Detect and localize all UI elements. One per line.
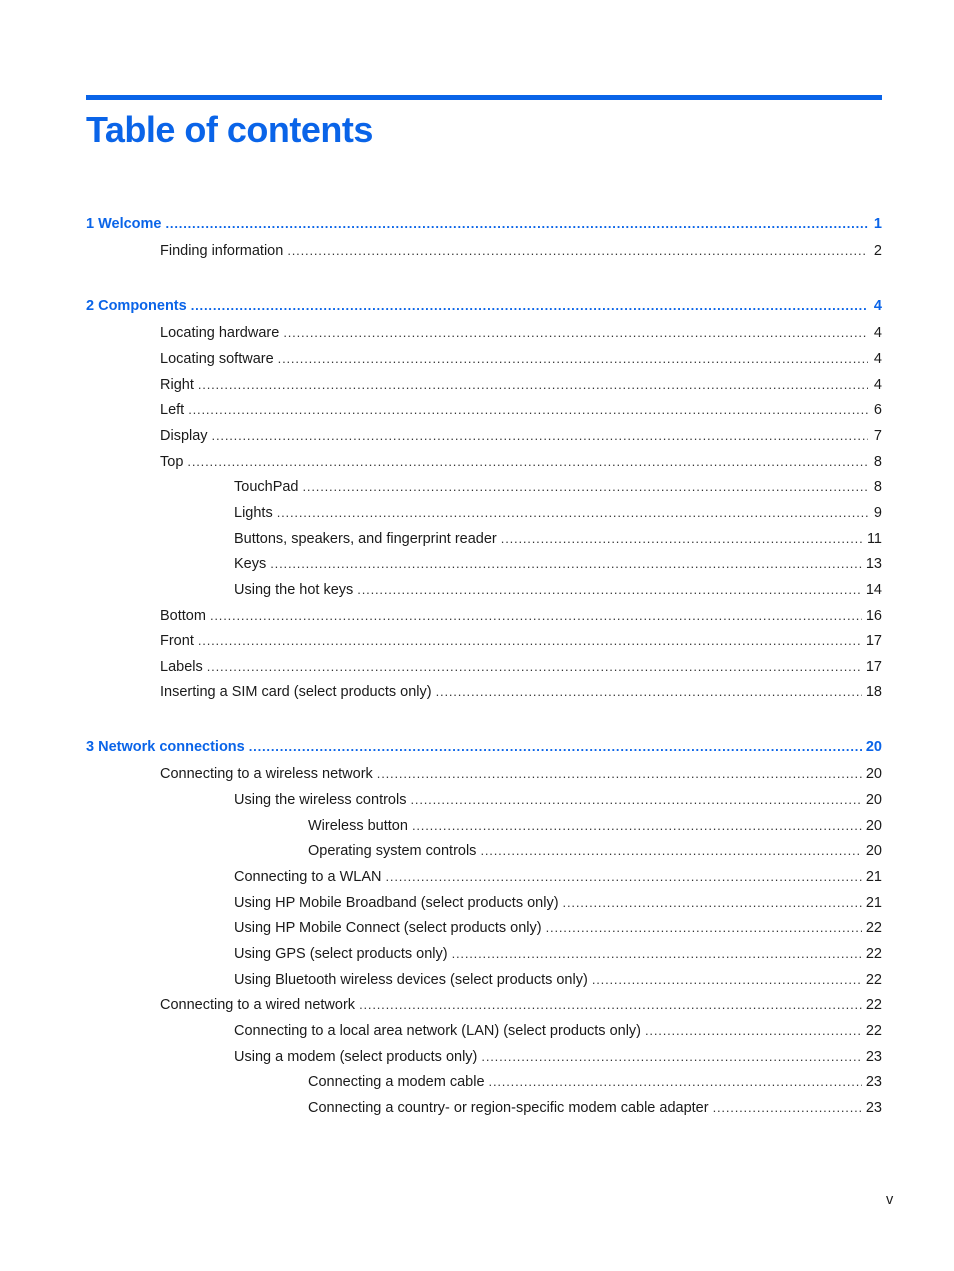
toc-entry-label: Buttons, speakers, and fingerprint reader — [234, 531, 497, 547]
toc-chapter-entry[interactable] — [86, 214, 882, 234]
toc-entry-label: Top — [160, 454, 184, 470]
toc-dot-leader — [563, 893, 862, 913]
toc-entry-page: 20 — [865, 792, 882, 808]
toc-entry-label: Using GPS (select products only) — [234, 946, 448, 962]
toc-entry-label: Connecting to a WLAN — [234, 869, 382, 885]
toc-dot-leader — [377, 764, 862, 784]
toc-entry[interactable] — [160, 349, 882, 369]
toc-entry-label: Using the hot keys — [234, 582, 354, 598]
toc-entry[interactable] — [308, 1098, 882, 1118]
toc-entry-label: Wireless button — [308, 818, 408, 834]
toc-entry-page: 23 — [865, 1049, 882, 1065]
toc-entry[interactable] — [234, 918, 882, 938]
toc-entry-page: 4 — [873, 298, 882, 314]
toc-dot-leader — [198, 375, 868, 395]
toc-entry-page: 9 — [873, 505, 882, 521]
toc-dot-leader — [191, 296, 868, 316]
toc-entry[interactable] — [160, 375, 882, 395]
toc-chapter-entry[interactable] — [86, 737, 882, 757]
toc-entry[interactable] — [234, 970, 882, 990]
toc-entry-page: 14 — [865, 582, 882, 598]
toc-entry[interactable] — [308, 1072, 882, 1092]
toc-dot-leader — [410, 790, 861, 810]
toc-entry-page: 20 — [865, 766, 882, 782]
toc-dot-leader — [278, 349, 868, 369]
toc-entry-page: 4 — [873, 377, 882, 393]
toc-entry-page: 1 — [873, 216, 882, 232]
toc-dot-leader — [386, 867, 862, 887]
toc-entry-label: 3 Network connections — [86, 739, 245, 755]
toc-dot-leader — [501, 529, 863, 549]
toc-dot-leader — [357, 580, 862, 600]
toc-entry[interactable] — [160, 452, 882, 472]
toc-entry-page: 20 — [865, 818, 882, 834]
toc-entry-label: Locating hardware — [160, 325, 280, 341]
toc-entry-label: Connecting a country- or region-specific modem cable adapter — [308, 1100, 709, 1116]
toc-entry-label: Front — [160, 633, 194, 649]
toc-dot-leader — [592, 970, 862, 990]
toc-dot-leader — [210, 606, 862, 626]
toc-entry[interactable] — [160, 241, 882, 261]
toc-dot-leader — [303, 477, 869, 497]
toc-entry-page: 20 — [865, 843, 882, 859]
toc-entry-page: 4 — [873, 351, 882, 367]
page-number: v — [886, 1192, 894, 1208]
toc-entry-label: Lights — [234, 505, 273, 521]
toc-entry[interactable] — [234, 790, 882, 810]
toc-entry-page: 23 — [865, 1074, 882, 1090]
toc-entry-page: 22 — [865, 1023, 882, 1039]
toc-entry-page: 2 — [873, 243, 882, 259]
toc-entry[interactable] — [160, 606, 882, 626]
toc-entry-label: Using HP Mobile Connect (select products only) — [234, 920, 542, 936]
toc-entry[interactable] — [234, 1021, 882, 1041]
toc-entry-page: 13 — [865, 556, 882, 572]
toc-entry-page: 11 — [866, 531, 882, 547]
toc-entry[interactable] — [234, 944, 882, 964]
toc-entry-label: 1 Welcome — [86, 216, 162, 232]
toc-dot-leader — [212, 426, 868, 446]
toc-entry-label: Keys — [234, 556, 267, 572]
toc-entry-label: Inserting a SIM card (select products only) — [160, 684, 432, 700]
toc-entry[interactable] — [160, 995, 882, 1015]
toc-entry-page: 17 — [865, 659, 882, 675]
toc-entry-page: 21 — [865, 895, 882, 911]
toc-entry[interactable] — [160, 657, 882, 677]
toc-dot-leader — [198, 631, 862, 651]
toc-entry[interactable] — [308, 841, 882, 861]
toc-dot-leader — [188, 400, 868, 420]
toc-dot-leader — [270, 554, 862, 574]
toc-dot-leader — [359, 995, 862, 1015]
toc-entry[interactable] — [308, 816, 882, 836]
toc-entry-label: 2 Components — [86, 298, 187, 314]
toc-dot-leader — [287, 241, 868, 261]
toc-dot-leader — [166, 214, 869, 234]
toc-dot-leader — [207, 657, 862, 677]
toc-dot-leader — [480, 841, 861, 861]
toc-dot-leader — [249, 737, 862, 757]
toc-entry[interactable] — [160, 764, 882, 784]
toc-dot-leader — [452, 944, 862, 964]
toc-entry-page: 7 — [873, 428, 882, 444]
toc-entry-label: Finding information — [160, 243, 284, 259]
toc-entry-page: 8 — [873, 454, 882, 470]
toc-entry-page: 4 — [873, 325, 882, 341]
toc-dot-leader — [412, 816, 862, 836]
toc-entry-page: 23 — [865, 1100, 882, 1116]
toc-entry[interactable] — [160, 631, 882, 651]
toc-entry-page: 22 — [865, 920, 882, 936]
toc-entry-page: 6 — [873, 402, 882, 418]
toc-entry[interactable] — [234, 477, 882, 497]
toc-entry-label: Using HP Mobile Broadband (select products only) — [234, 895, 559, 911]
toc-entry-page: 16 — [865, 608, 882, 624]
toc-entry[interactable] — [234, 529, 882, 549]
toc-entry-label: Connecting to a local area network (LAN) (select products only) — [234, 1023, 641, 1039]
toc-entry-page: 22 — [865, 997, 882, 1013]
toc-entry[interactable] — [234, 893, 882, 913]
toc-entry-label: Using the wireless controls — [234, 792, 407, 808]
toc-entry-page: 18 — [865, 684, 882, 700]
toc-entry-label: Bottom — [160, 608, 206, 624]
toc-entry-label: Labels — [160, 659, 203, 675]
toc-dot-leader — [489, 1072, 862, 1092]
toc-entry-label: Connecting a modem cable — [308, 1074, 485, 1090]
toc-entry-page: 22 — [865, 972, 882, 988]
toc-entry-label: TouchPad — [234, 479, 299, 495]
toc-dot-leader — [283, 323, 868, 343]
toc-dot-leader — [481, 1047, 861, 1067]
toc-dot-leader — [436, 682, 862, 702]
toc-entry-label: Left — [160, 402, 185, 418]
toc-entry[interactable] — [160, 323, 882, 343]
toc-entry-page: 20 — [865, 739, 882, 755]
toc-entry[interactable] — [234, 867, 882, 887]
toc-dot-leader — [187, 452, 868, 472]
toc-entry[interactable] — [234, 580, 882, 600]
toc-entry-label: Operating system controls — [308, 843, 477, 859]
toc-entry-page: 22 — [865, 946, 882, 962]
toc-entry[interactable] — [160, 426, 882, 446]
toc-entry-label: Using a modem (select products only) — [234, 1049, 478, 1065]
toc-entry-page: 17 — [865, 633, 882, 649]
toc-dot-leader — [645, 1021, 862, 1041]
toc-entry[interactable] — [234, 503, 882, 523]
toc-entry-label: Locating software — [160, 351, 274, 367]
toc-dot-leader — [546, 918, 862, 938]
toc-entry[interactable] — [234, 1047, 882, 1067]
toc-dot-leader — [277, 503, 868, 523]
toc-entry-page: 21 — [865, 869, 882, 885]
toc-entry-label: Right — [160, 377, 194, 393]
page-title: Table of contents — [86, 109, 373, 150]
toc-entry[interactable] — [160, 682, 882, 702]
toc-entry-label: Display — [160, 428, 208, 444]
toc-entry[interactable] — [234, 554, 882, 574]
toc-entry[interactable] — [160, 400, 882, 420]
toc-entry-label: Connecting to a wireless network — [160, 766, 373, 782]
toc-entry-label: Connecting to a wired network — [160, 997, 356, 1013]
toc-entry-page: 8 — [873, 479, 882, 495]
toc-dot-leader — [713, 1098, 862, 1118]
toc-chapter-entry[interactable] — [86, 296, 882, 316]
toc-entry-label: Using Bluetooth wireless devices (select products only) — [234, 972, 588, 988]
